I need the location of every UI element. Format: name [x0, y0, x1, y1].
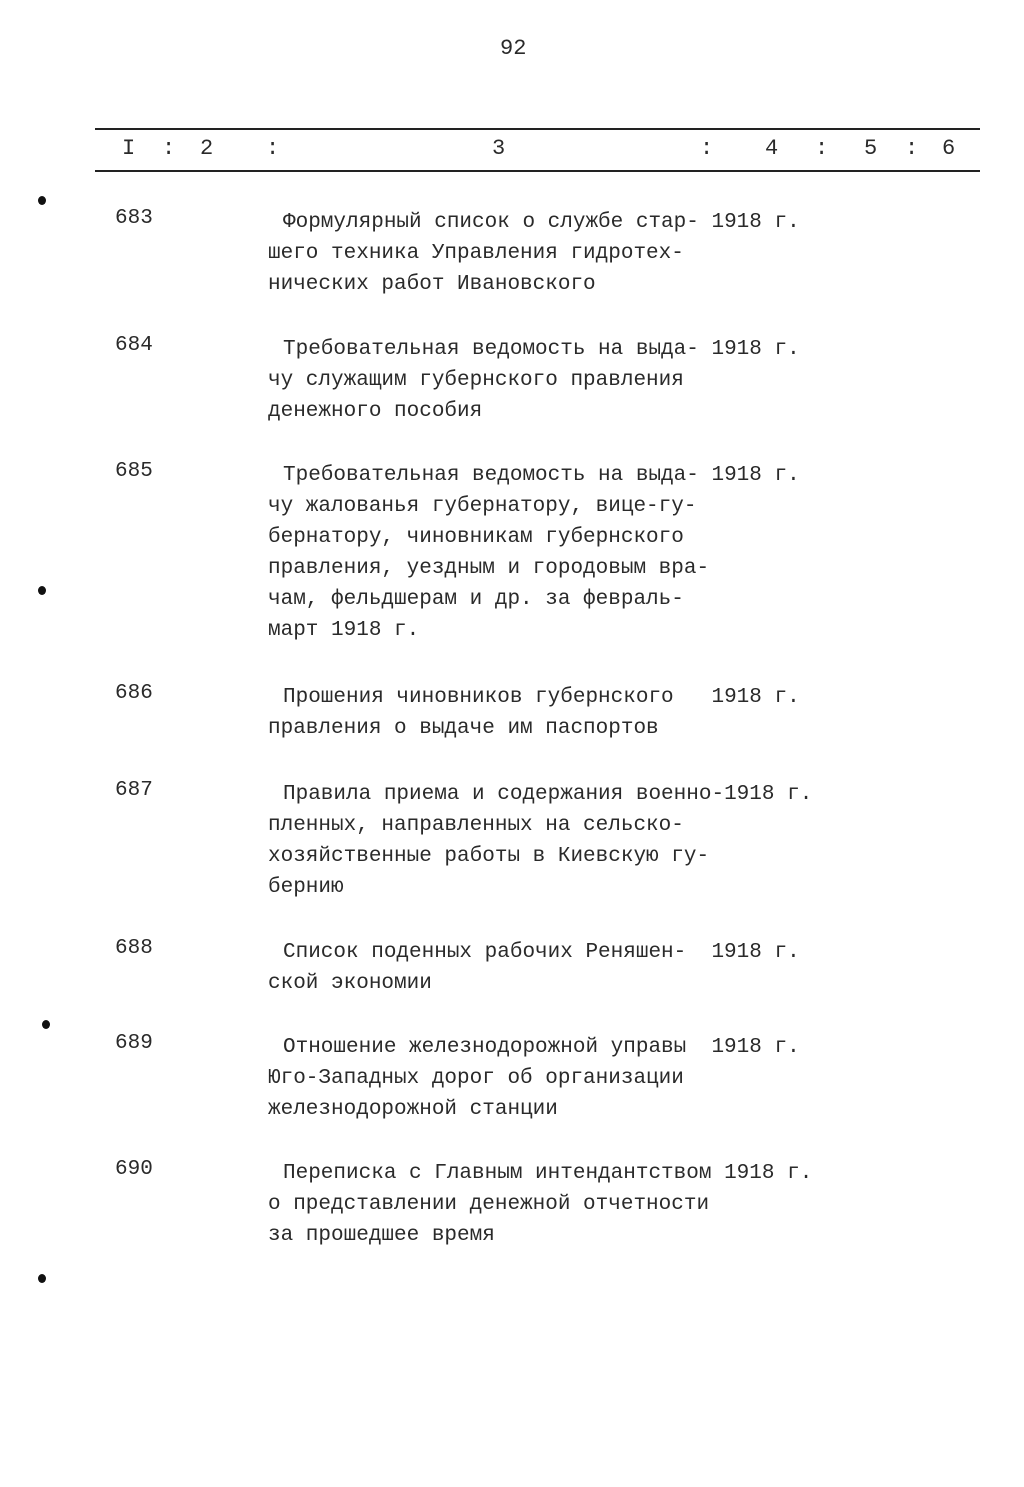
entry-title-line [268, 238, 800, 269]
entry-title-text: правления о выдаче им паспортов [268, 717, 659, 740]
entry-title-line [268, 872, 812, 903]
entry-year: 1918 г. [724, 1162, 813, 1185]
entry-year: 1918 г. [711, 941, 800, 964]
entry-title-line [268, 491, 800, 522]
entry-year: 1918 г. [711, 211, 800, 234]
entry-title-text: Правила приема и содержания военно- [283, 783, 725, 806]
entry-title [268, 334, 800, 427]
entry-title-text: чу жалованья губернатору, вице-гу- [268, 495, 697, 518]
col-2: 2 [200, 136, 214, 161]
entry-title-text: за прошедшее время [268, 1224, 495, 1247]
entry-title-line [268, 1158, 812, 1189]
entry-title-text: март 1918 г. [268, 619, 420, 642]
entry-title [268, 682, 800, 744]
page-number: 92 [500, 36, 527, 61]
entry-title-line [268, 460, 800, 491]
entry-number: 686 [115, 682, 153, 705]
entry-title-text: хозяйственные работы в Киевскую гу- [268, 845, 710, 868]
header-bottom-rule [95, 170, 980, 172]
entry-title-line [268, 365, 800, 396]
entry-title-text: Требовательная ведомость на выда- [283, 464, 699, 487]
entry-title-text: ской экономии [268, 972, 432, 995]
entry-title-line [268, 207, 800, 238]
col-4: 4 [765, 136, 779, 161]
entry-number: 687 [115, 779, 153, 802]
entry-title [268, 1032, 800, 1125]
col-sep: : [815, 136, 829, 161]
punch-hole-mark [38, 1274, 46, 1283]
entry-title-text: железнодорожной станции [268, 1098, 558, 1121]
entry-title-line [268, 937, 800, 968]
entry-title-line [268, 841, 812, 872]
entry-number: 689 [115, 1032, 153, 1055]
entry-title-line [268, 1220, 812, 1251]
entry-number: 690 [115, 1158, 153, 1181]
col-sep: : [700, 136, 714, 161]
punch-hole-mark [38, 196, 46, 205]
entry-title [268, 779, 812, 903]
punch-hole-mark [42, 1020, 50, 1029]
entry-year: 1918 г. [711, 464, 800, 487]
col-1: I [122, 136, 136, 161]
entry-title-text: Прошения чиновников губернского [283, 686, 674, 709]
entry-title-line [268, 1189, 812, 1220]
entry-title-text: Требовательная ведомость на выда- [283, 338, 699, 361]
entry-title-text: правления, уездным и городовым вра- [268, 557, 710, 580]
col-5: 5 [864, 136, 878, 161]
entry-title-text: чам, фельдшерам и др. за февраль- [268, 588, 684, 611]
col-sep: : [266, 136, 280, 161]
entry-title-line [268, 615, 800, 646]
entry-title-text: нических работ Ивановского [268, 273, 596, 296]
entry-number: 688 [115, 937, 153, 960]
entry-year: 1918 г. [711, 338, 800, 361]
col-sep: : [905, 136, 919, 161]
entry-number: 684 [115, 334, 153, 357]
entry-title-text: чу служащим губернского правления [268, 369, 684, 392]
entry-title-text: Юго-Западных дорог об организации [268, 1067, 684, 1090]
entry-title-line [268, 779, 812, 810]
entry-title-text: пленных, направленных на сельско- [268, 814, 684, 837]
entry-title [268, 1158, 812, 1251]
col-sep: : [162, 136, 176, 161]
entry-title-line [268, 1063, 800, 1094]
entry-title-line [268, 713, 800, 744]
entry-year: 1918 г. [711, 1036, 800, 1059]
entry-title-text: Отношение железнодорожной управы [283, 1036, 687, 1059]
entry-title [268, 207, 800, 300]
entry-title-line [268, 396, 800, 427]
entry-number: 683 [115, 207, 153, 230]
entry-number: 685 [115, 460, 153, 483]
entry-title-line [268, 810, 812, 841]
entry-title-text: о представлении денежной отчетности [268, 1193, 710, 1216]
entry-title [268, 937, 800, 999]
entry-title-line [268, 1094, 800, 1125]
entry-title-line [268, 522, 800, 553]
header-top-rule [95, 128, 980, 130]
entry-title-line [268, 584, 800, 615]
entry-title-text: шего техника Управления гидротех- [268, 242, 684, 265]
punch-hole-mark [38, 586, 46, 595]
entry-year: 1918 г. [724, 783, 813, 806]
entry-title-text: денежного пособия [268, 400, 483, 423]
entry-title-text: Переписка с Главным интендантством [283, 1162, 712, 1185]
entry-title-line [268, 968, 800, 999]
col-3: 3 [492, 136, 506, 161]
entry-title-line [268, 1032, 800, 1063]
entry-title-text: Формулярный список о службе стар- [283, 211, 699, 234]
entry-title-line [268, 269, 800, 300]
col-6: 6 [942, 136, 956, 161]
entry-title-text: бернатору, чиновникам губернского [268, 526, 684, 549]
entry-title-text: бернию [268, 876, 344, 899]
entry-title-line [268, 334, 800, 365]
entry-year: 1918 г. [711, 686, 800, 709]
entry-title-line [268, 682, 800, 713]
entry-title-line [268, 553, 800, 584]
entry-title-text: Список поденных рабочих Реняшен- [283, 941, 687, 964]
entry-title [268, 460, 800, 646]
